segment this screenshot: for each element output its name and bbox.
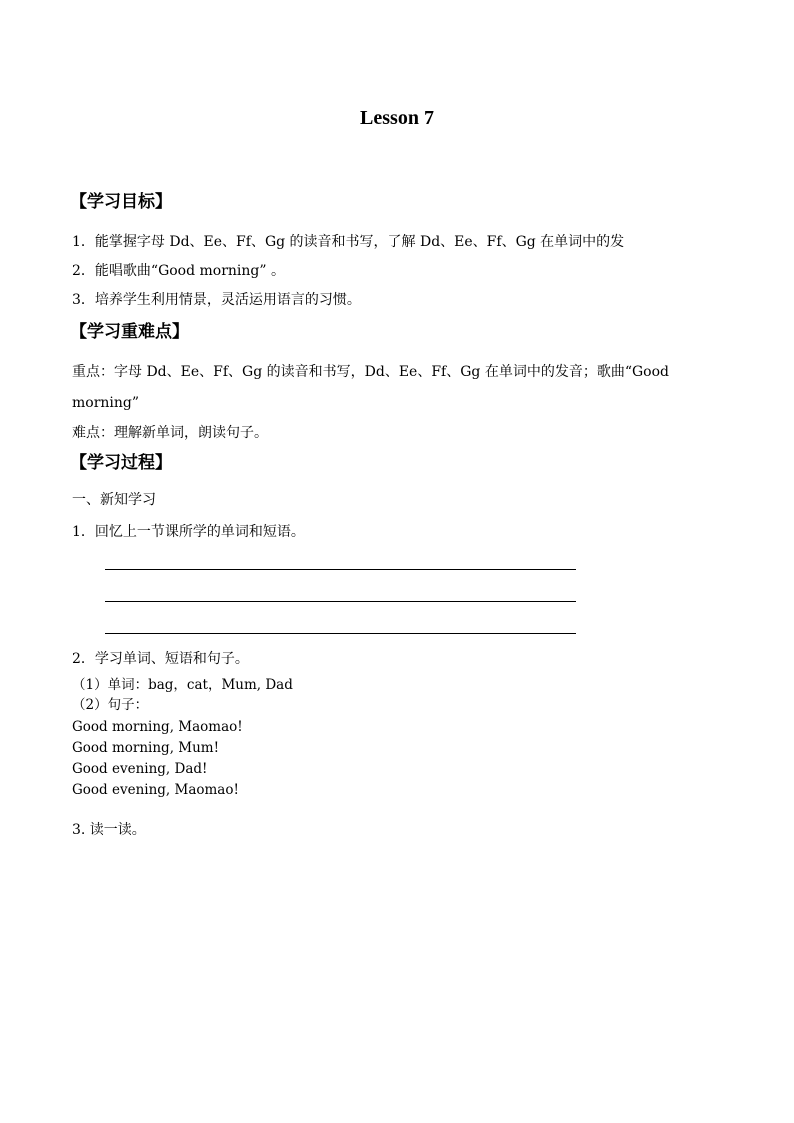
objectives-heading: 【学习目标】 (70, 192, 172, 212)
sentence-1: Good morning, Maomao! (72, 719, 243, 735)
sentences-label: （2）句子： (72, 697, 149, 713)
objective-item-1: 1．能掌握字母 Dd、Ee、Ff、Gg 的读音和书写，了解 Dd、Ee、Ff、Gg 在单词中的发 (72, 234, 625, 250)
answer-line-1 (105, 569, 576, 570)
answer-line-2 (105, 601, 576, 602)
key-points-line-2: morning” (72, 395, 140, 411)
objective-item-2: 2．能唱歌曲“Good morning” 。 (72, 263, 285, 279)
step-1-recall: 1．回忆上一节课所学的单词和短语。 (72, 524, 305, 540)
process-heading: 【学习过程】 (70, 453, 172, 473)
key-points-heading: 【学习重难点】 (70, 322, 189, 342)
difficulty-line: 难点：理解新单词，朗读句子。 (72, 425, 268, 441)
objective-item-3: 3．培养学生利用情景，灵活运用语言的习惯。 (72, 292, 361, 308)
words-line: （1）单词：bag，cat，Mum, Dad (72, 677, 293, 693)
section-new-learning: 一、新知学习 (72, 492, 156, 508)
sentence-3: Good evening, Dad! (72, 761, 208, 777)
key-points-line-1: 重点：字母 Dd、Ee、Ff、Gg 的读音和书写，Dd、Ee、Ff、Gg 在单词中的发音；歌曲“Good (72, 364, 669, 380)
sentence-2: Good morning, Mum! (72, 740, 220, 756)
step-2-learn: 2．学习单词、短语和句子。 (72, 651, 249, 667)
answer-line-3 (105, 633, 576, 634)
sentence-4: Good evening, Maomao! (72, 782, 239, 798)
page-title: Lesson 7 (360, 107, 434, 129)
step-3-read: 3. 读一读。 (72, 822, 146, 838)
